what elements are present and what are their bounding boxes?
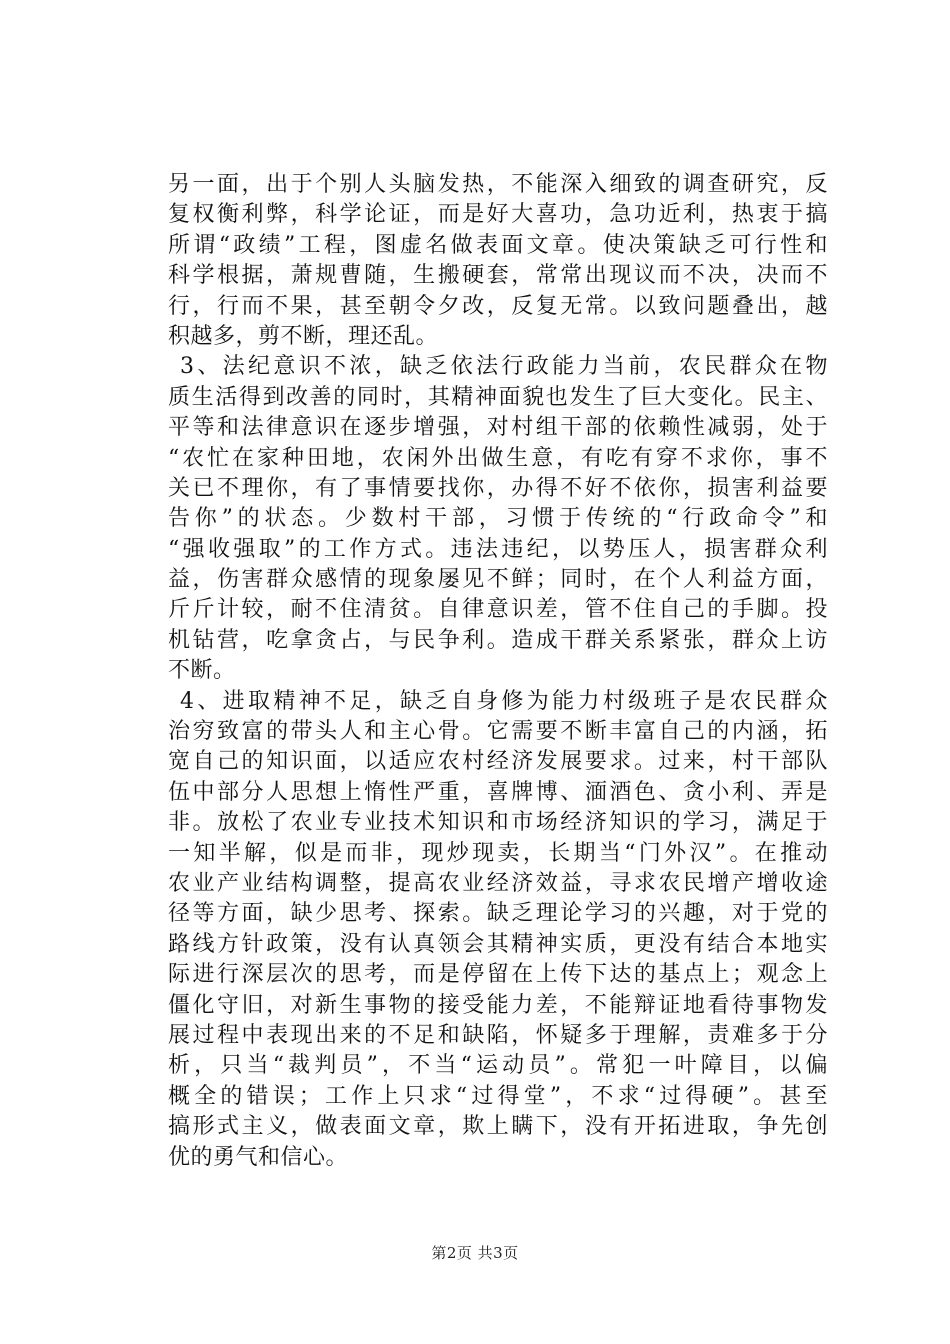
text-line: 3、法纪意识不浓，缺乏依法行政能力当前，农民群众在物 bbox=[180, 354, 828, 380]
text-line: 机钻营，吃拿贪占，与民争利。造成干群关系紧张，群众上访 bbox=[168, 627, 828, 653]
text-line: 际进行深层次的思考，而是停留在上传下达的基点上；观念上 bbox=[168, 962, 828, 988]
text-line: 4、进取精神不足，缺乏自身修为能力村级班子是农民群众 bbox=[180, 688, 828, 714]
text-line: 告你”的状态。少数村干部，习惯于传统的“行政命令”和 bbox=[168, 506, 828, 532]
text-line: 科学根据，萧规曹随，生搬硬套，常常出现议而不决，决而不 bbox=[168, 263, 828, 289]
text-line: 斤斤计较，耐不住清贫。自律意识差，管不住自己的手脚。投 bbox=[168, 597, 828, 623]
document-body bbox=[168, 170, 828, 1173]
text-line: 复权衡利弊，科学论证，而是好大喜功，急功近利，热衷于搞 bbox=[168, 202, 828, 228]
text-line: 伍中部分人思想上惰性严重，喜牌博、湎酒色、贪小利、弄是 bbox=[168, 779, 828, 805]
text-line: 展过程中表现出来的不足和缺陷，怀疑多于理解，责难多于分 bbox=[168, 1022, 828, 1048]
text-line: 农业产业结构调整，提高农业经济效益，寻求农民增产增收途 bbox=[168, 870, 828, 896]
text-line: 关已不理你，有了事情要找你，办得不好不依你，损害利益要 bbox=[168, 475, 828, 501]
text-line: 所谓“政绩”工程，图虚名做表面文章。使决策缺乏可行性和 bbox=[168, 232, 828, 258]
text-line: 析，只当“裁判员”，不当“运动员”。常犯一叶障目，以偏 bbox=[168, 1053, 828, 1079]
text-line: 一知半解，似是而非，现炒现卖，长期当“门外汉”。在推动 bbox=[168, 840, 828, 866]
text-line: 路线方针政策，没有认真领会其精神实质，更没有结合本地实 bbox=[168, 931, 828, 957]
text-line: 治穷致富的带头人和主心骨。它需要不断丰富自己的内涵，拓 bbox=[168, 719, 828, 745]
text-line: 行，行而不果，甚至朝令夕改，反复无常。以致问题叠出，越 bbox=[168, 293, 828, 319]
text-line: 积越多，剪不断，理还乱。 bbox=[168, 323, 439, 349]
text-line: 优的勇气和信心。 bbox=[168, 1144, 349, 1170]
text-line: 搞形式主义，做表面文章，欺上瞒下，没有开拓进取，争先创 bbox=[168, 1114, 828, 1140]
text-line: 非。放松了农业专业技术知识和市场经济知识的学习，满足于 bbox=[168, 810, 828, 836]
text-line: 平等和法律意识在逐步增强，对村组干部的依赖性减弱，处于 bbox=[168, 415, 828, 441]
text-line: 另一面，出于个别人头脑发热，不能深入细致的调查研究，反 bbox=[168, 172, 828, 197]
text-line: 僵化守旧，对新生事物的接受能力差，不能辩证地看待事物发 bbox=[168, 992, 828, 1018]
page-footer: 第2页 共3页 bbox=[431, 1244, 519, 1262]
text-line: “强收强取”的工作方式。违法违纪，以势压人，损害群众利 bbox=[168, 536, 828, 562]
text-line: 宽自己的知识面，以适应农村经济发展要求。过来，村干部队 bbox=[168, 749, 828, 775]
text-line: 径等方面，缺少思考、探索。缺乏理论学习的兴趣，对于党的 bbox=[168, 901, 828, 927]
text-line: 益，伤害群众感情的现象屡见不鲜；同时，在个人利益方面， bbox=[168, 567, 828, 593]
text-line: 不断。 bbox=[168, 658, 236, 684]
text-line: 概全的错误；工作上只求“过得堂”，不求“过得硬”。甚至 bbox=[168, 1083, 828, 1109]
text-line: “农忙在家种田地，农闲外出做生意，有吃有穿不求你，事不 bbox=[168, 445, 828, 471]
text-line: 质生活得到改善的同时，其精神面貌也发生了巨大变化。民主、 bbox=[168, 384, 828, 410]
